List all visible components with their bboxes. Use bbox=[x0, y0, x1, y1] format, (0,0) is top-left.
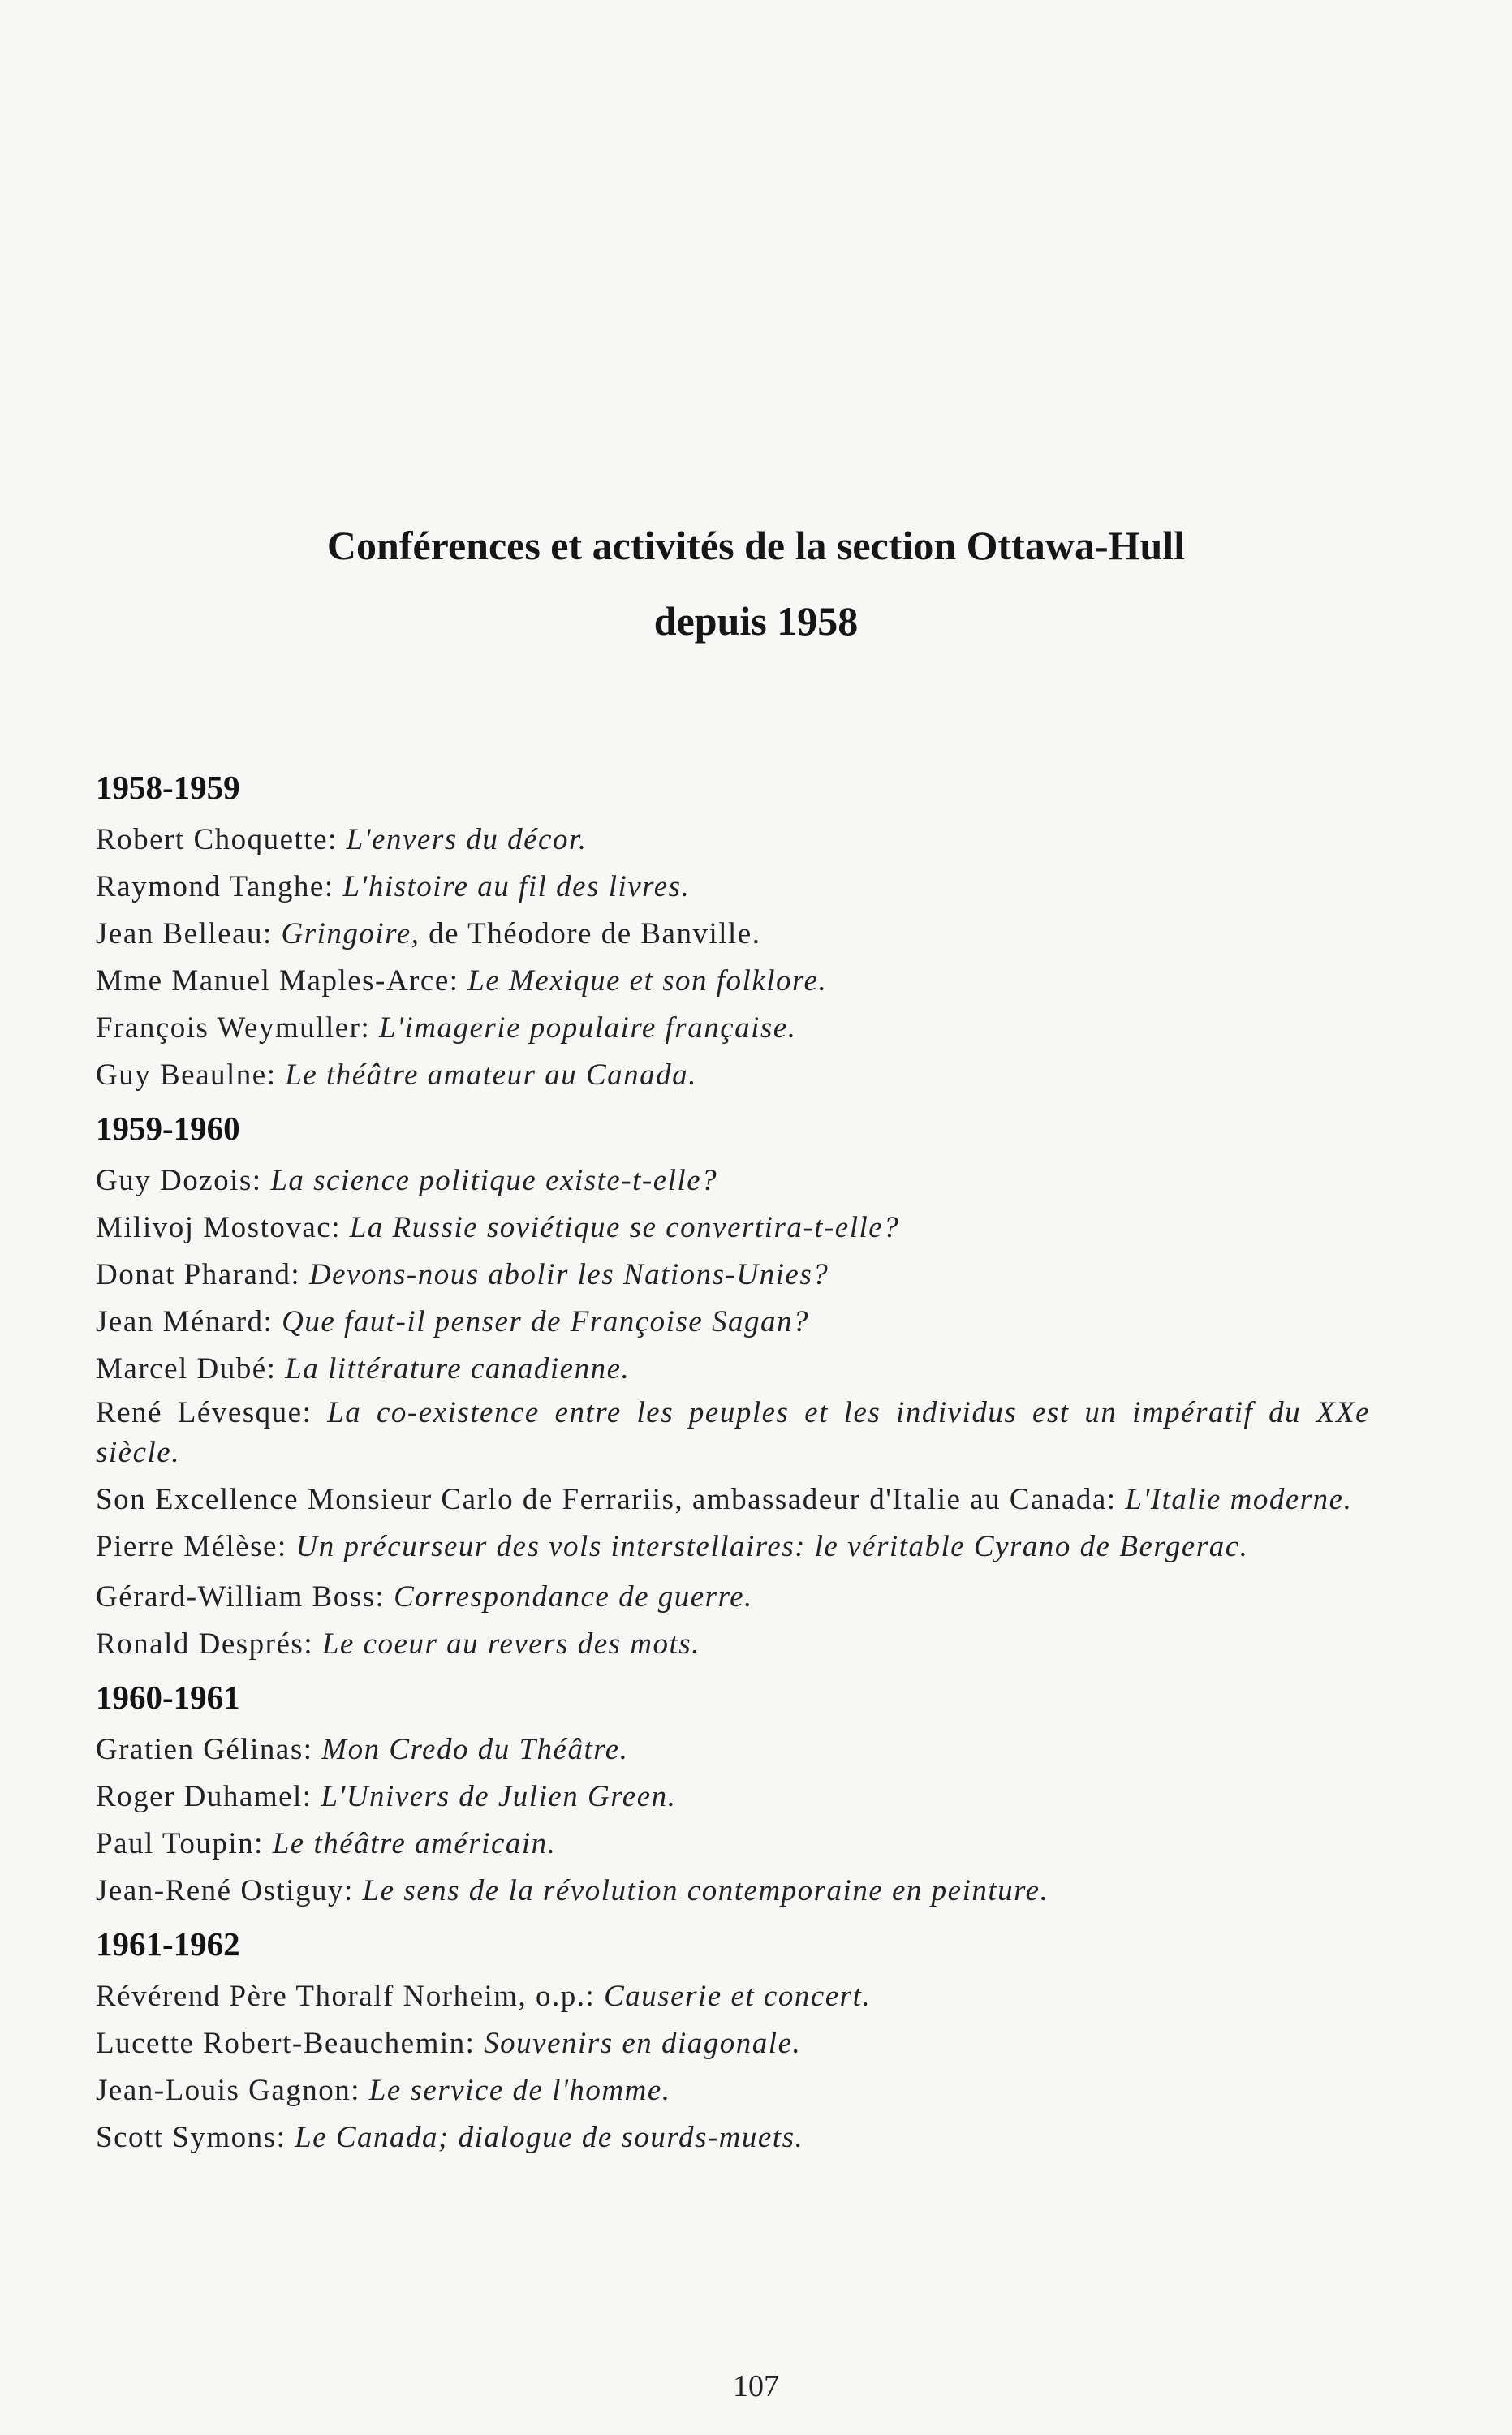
talk-title: Un précurseur des vols interstellaires: le véritable Cyrano de Bergerac. bbox=[295, 1530, 1249, 1563]
speaker: Gratien Gélinas: bbox=[96, 1733, 322, 1766]
talk-title: Souvenirs en diagonale. bbox=[484, 2027, 802, 2060]
list-item bbox=[96, 1157, 1370, 1205]
speaker: Milivoj Mostovac: bbox=[96, 1211, 350, 1244]
speaker: Gérard-William Boss: bbox=[96, 1580, 394, 1614]
speaker: Raymond Tanghe: bbox=[96, 870, 343, 903]
talk-title: La co-existence entre les peuples et les individus est un impératif du XXe siècle. bbox=[96, 1396, 1370, 1469]
list-item bbox=[96, 817, 1370, 864]
speaker: Roger Duhamel: bbox=[96, 1780, 321, 1813]
speaker: Révérend Père Thoralf Norheim, o.p.: bbox=[96, 1980, 605, 2013]
talk-title: Mon Credo du Théâtre. bbox=[321, 1733, 629, 1766]
talk-title: Devons-nous abolir les Nations-Unies? bbox=[308, 1258, 829, 1291]
year-heading: 1960-1961 bbox=[96, 1679, 240, 1716]
year-section bbox=[96, 768, 1370, 1099]
talk-title: L'envers du décor. bbox=[346, 823, 588, 856]
list-item bbox=[96, 864, 1370, 911]
speaker: Robert Choquette: bbox=[96, 823, 347, 856]
list-item bbox=[96, 1480, 1370, 1519]
talk-title: Le Canada; dialogue de sourds-muets. bbox=[295, 2121, 804, 2154]
speaker: Pierre Mélèse: bbox=[96, 1530, 296, 1563]
year-section bbox=[96, 1678, 1370, 1915]
list-item bbox=[96, 1621, 1370, 1668]
talk-title: Le théâtre amateur au Canada. bbox=[285, 1058, 697, 1092]
speaker: Jean Belleau: bbox=[96, 917, 282, 950]
talk-title: Correspondance de guerre. bbox=[394, 1580, 753, 1614]
year-section bbox=[96, 1109, 1370, 1668]
talk-title: Le sens de la révolution contemporaine en peinture. bbox=[362, 1874, 1049, 1907]
speaker: Ronald Després: bbox=[96, 1627, 322, 1661]
speaker: Marcel Dubé: bbox=[96, 1352, 286, 1386]
year-heading: 1958-1959 bbox=[96, 769, 240, 806]
list-item bbox=[96, 2020, 1370, 2067]
talk-title: La Russie soviétique se convertira-t-elle? bbox=[349, 1211, 900, 1244]
talk-title-suffix: de Théodore de Banville. bbox=[420, 917, 761, 950]
list-item bbox=[96, 1346, 1370, 1393]
talk-title: L'Univers de Julien Green. bbox=[321, 1780, 677, 1813]
speaker: François Weymuller: bbox=[96, 1011, 379, 1045]
section-gap bbox=[96, 1915, 1370, 1924]
year-section bbox=[96, 1924, 1370, 2161]
list-item bbox=[96, 1252, 1370, 1299]
speaker: René Lévesque: bbox=[96, 1396, 328, 1429]
speaker: Scott Symons: bbox=[96, 2121, 295, 2154]
page-subtitle: depuis 1958 bbox=[653, 598, 859, 644]
speaker: Jean-René Ostiguy: bbox=[96, 1874, 363, 1907]
talk-title: L'Italie moderne. bbox=[1125, 1483, 1353, 1516]
talk-title: Causerie et concert. bbox=[604, 1980, 872, 2013]
talk-title: L'imagerie populaire française. bbox=[379, 1011, 797, 1045]
talk-title: Le Mexique et son folklore. bbox=[467, 964, 828, 998]
year-heading: 1961-1962 bbox=[96, 1925, 240, 1963]
list-item bbox=[96, 1299, 1370, 1346]
section-gap bbox=[96, 1668, 1370, 1678]
talk-title: Le service de l'homme. bbox=[368, 2074, 671, 2107]
list-item bbox=[96, 1726, 1370, 1773]
page-number: 107 bbox=[733, 2369, 779, 2403]
speaker: Guy Dozois: bbox=[96, 1164, 271, 1197]
list-item bbox=[96, 958, 1370, 1005]
talk-title: L'histoire au fil des livres. bbox=[342, 870, 691, 903]
speaker: Jean-Louis Gagnon: bbox=[96, 2074, 369, 2107]
list-item bbox=[96, 1527, 1370, 1567]
conference-list bbox=[96, 768, 1370, 2161]
page-title: Conférences et activités de la section Ottawa-Hull bbox=[326, 523, 1186, 568]
list-item bbox=[96, 1821, 1370, 1868]
talk-title: Le coeur au revers des mots. bbox=[321, 1627, 700, 1661]
list-item bbox=[96, 1773, 1370, 1821]
speaker: Jean Ménard: bbox=[96, 1305, 282, 1338]
talk-title: La science politique existe-t-elle? bbox=[270, 1164, 718, 1197]
talk-title: Le théâtre américain. bbox=[272, 1827, 557, 1860]
list-item bbox=[96, 1393, 1370, 1472]
year-heading: 1959-1960 bbox=[96, 1110, 240, 1147]
list-item bbox=[96, 911, 1370, 958]
speaker: Son Excellence Monsieur Carlo de Ferrariis, ambassadeur d'Italie au Canada: bbox=[96, 1483, 1126, 1516]
speaker: Mme Manuel Maples-Arce: bbox=[96, 964, 468, 998]
list-item bbox=[96, 1005, 1370, 1052]
list-item bbox=[96, 1574, 1370, 1621]
talk-title: Gringoire, bbox=[281, 917, 420, 950]
speaker: Paul Toupin: bbox=[96, 1827, 273, 1860]
talk-title: Que faut-il penser de Françoise Sagan? bbox=[282, 1305, 810, 1338]
section-gap bbox=[96, 1099, 1370, 1109]
speaker: Lucette Robert-Beauchemin: bbox=[96, 2027, 485, 2060]
list-item bbox=[96, 1868, 1370, 1915]
talk-title: La littérature canadienne. bbox=[285, 1352, 631, 1386]
speaker: Donat Pharand: bbox=[96, 1258, 309, 1291]
list-item bbox=[96, 2067, 1370, 2114]
list-item bbox=[96, 1973, 1370, 2020]
list-item bbox=[96, 1052, 1370, 1099]
list-item bbox=[96, 1205, 1370, 1252]
speaker: Guy Beaulne: bbox=[96, 1058, 286, 1092]
list-item bbox=[96, 2114, 1370, 2161]
